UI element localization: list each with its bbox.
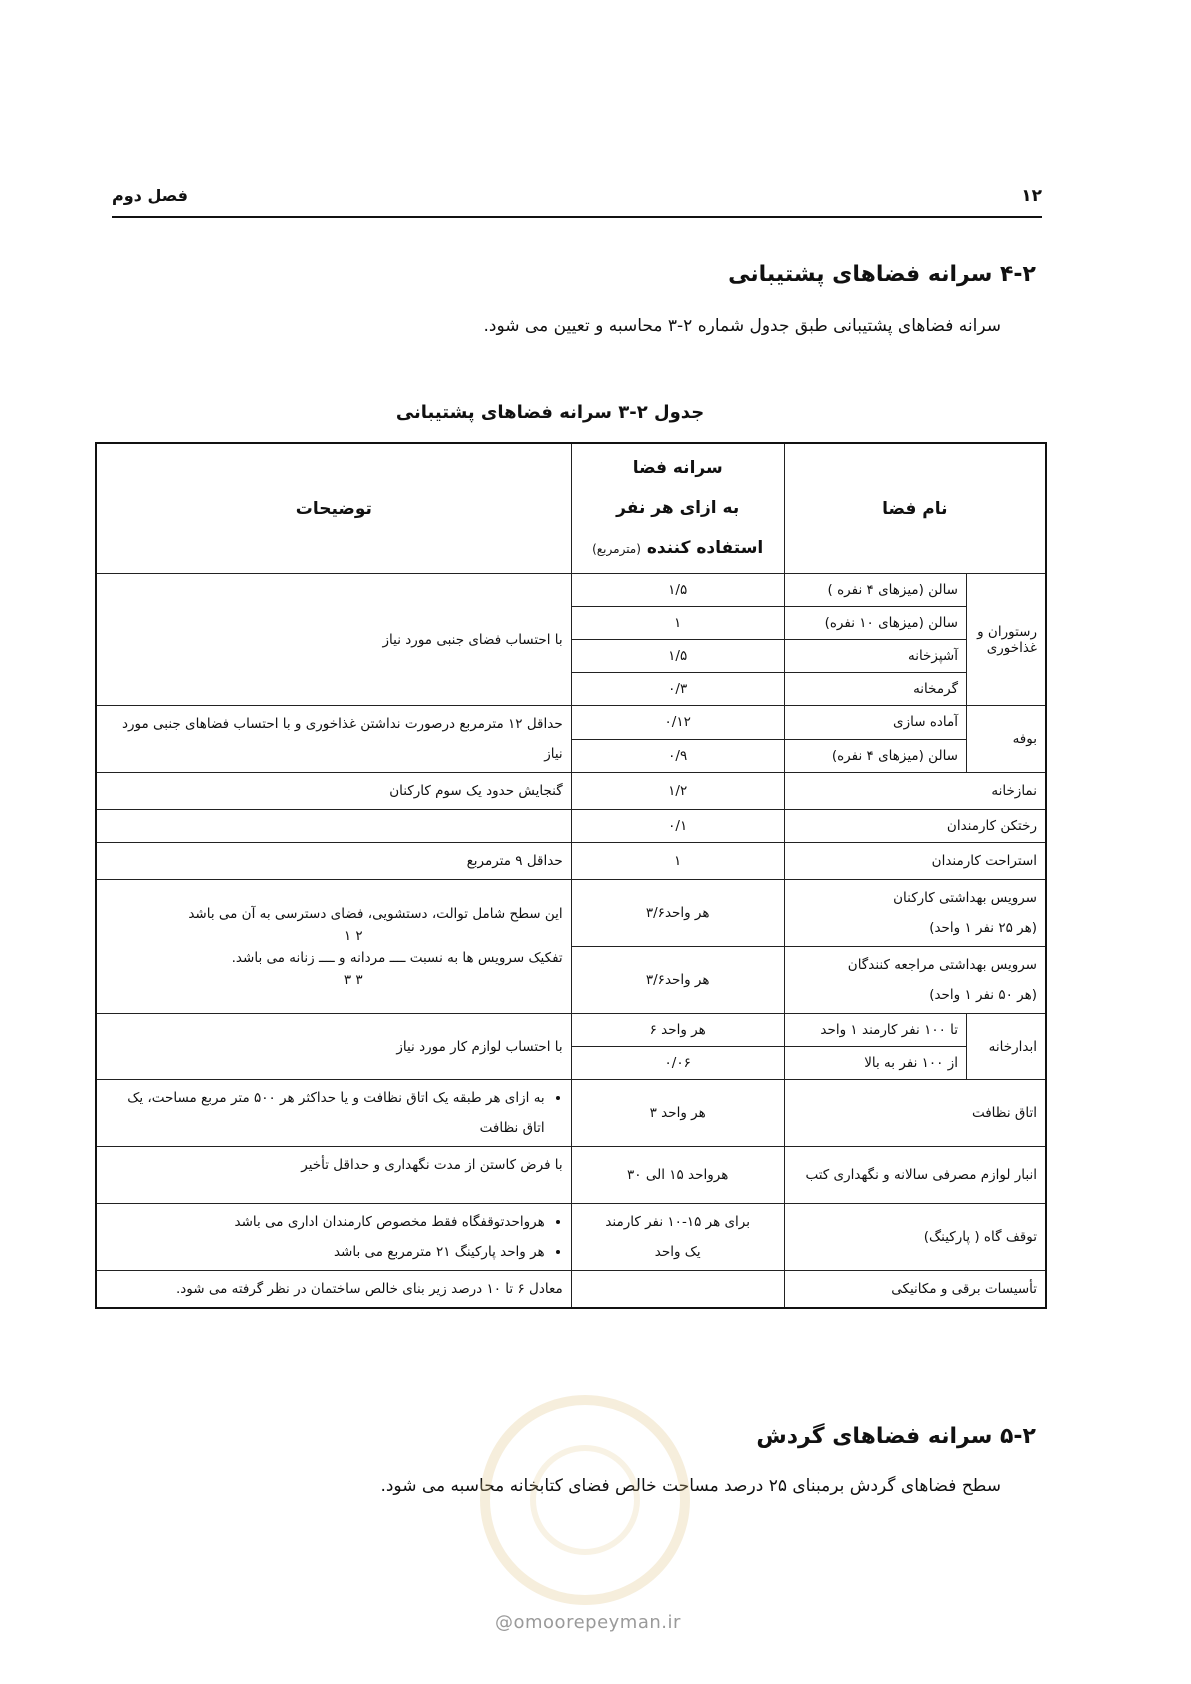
note-parking-list — [105, 1207, 563, 1267]
row-value: ۰/۹ — [571, 739, 784, 773]
row-value-wc-visitors: هر واحد۳/۶ — [571, 947, 784, 1014]
note-cleaning — [96, 1080, 571, 1147]
note-prayer: گنجایش حدود یک سوم کارکنان — [96, 773, 571, 810]
row-name-rest: استراحت کارمندان — [784, 843, 1046, 880]
row-value: ۱/۵ — [571, 640, 784, 673]
page-number: ۱۲ — [1021, 186, 1042, 206]
row-name-mechanical: تأسیسات برقی و مکانیکی — [784, 1271, 1046, 1309]
chapter-title: فصل دوم — [112, 186, 188, 205]
table-row — [96, 706, 1046, 740]
row-value: ۱/۵ — [571, 574, 784, 607]
row-name: آشپزخانه — [784, 640, 966, 673]
row-name: تا ۱۰۰ نفر کارمند ۱ واحد — [784, 1014, 966, 1047]
note-buffet: حداقل ۱۲ مترمربع درصورت نداشتن غذاخوری و با احتساب فضاهای جنبی مورد نیاز — [96, 706, 571, 773]
row-value-supplies: هرواحد ۱۵ الی ۳۰ — [571, 1147, 784, 1204]
table-caption: جدول ۲-۳ سرانه فضاهای پشتیبانی — [395, 402, 705, 423]
row-value-mechanical-empty — [571, 1271, 784, 1309]
row-name: سالن (میزهای ۴ نفره) — [784, 739, 966, 773]
note-parking-item: • هرواحدتوقفگاه فقط مخصوص کارمندان اداری می باشد — [105, 1207, 545, 1237]
note-mechanical: معادل ۶ تا ۱۰ درصد زیر بنای خالص ساختمان در نظر گرفته می شود. — [96, 1271, 571, 1309]
group-restaurant: رستوران و غذاخوری — [967, 574, 1047, 706]
table-header-row — [96, 443, 1046, 574]
table-row — [96, 574, 1046, 607]
row-value-wc-staff: هر واحد۳/۶ — [571, 880, 784, 947]
support-spaces-table — [95, 442, 1047, 1309]
table-row — [96, 843, 1046, 880]
row-value: ۱ — [571, 607, 784, 640]
row-name-wc-visitors — [784, 947, 1046, 1014]
row-value: هر واحد ۶ — [571, 1014, 784, 1047]
note-cleaning-list — [105, 1083, 563, 1143]
wc-note-line2: تفکیک سرویس ها به نسبت ــــ مردانه و ــــ زنانه می باشد. — [231, 949, 563, 966]
row-value-cleaning: هر واحد ۳ — [571, 1080, 784, 1147]
note-cleaning-item: • به ازای هر طبقه یک اتاق نظافت و یا حداکثر هر ۵۰۰ متر مربع مساحت، یک اتاق نظافت — [105, 1083, 545, 1143]
wc-visitors-sub: (هر ۵۰ نفر ۱ واحد) — [929, 987, 1037, 1003]
parking-value-line2: یک واحد — [654, 1244, 701, 1260]
row-name-locker: رختکن کارمندان — [784, 810, 1046, 843]
table-row — [96, 1147, 1046, 1204]
wc-staff-title: سرویس بهداشتی کارکنان — [893, 890, 1037, 906]
header-per-line3-text: استفاده کننده — [646, 538, 764, 558]
wc-note-line1: این سطح شامل توالت، دستشویی، فضای دسترسی به آن می باشد — [188, 905, 563, 922]
row-name: از ۱۰۰ نفر به بالا — [784, 1047, 966, 1080]
row-name-prayer: نمازخانه — [784, 773, 1046, 810]
watermark-seal-icon — [480, 1395, 690, 1605]
row-value-locker: ۰/۱ — [571, 810, 784, 843]
table-row — [96, 1271, 1046, 1309]
wc-note-line1-frac: ۲ ۱ — [343, 927, 363, 944]
row-name-cleaning: اتاق نظافت — [784, 1080, 1046, 1147]
table-row — [96, 880, 1046, 947]
header-per-line1: سرانه فضا — [632, 458, 723, 478]
section-heading-support: ۴-۲ سرانه فضاهای پشتیبانی — [728, 262, 1036, 287]
row-name: سالن (میزهای ۴ نفره ) — [784, 574, 966, 607]
table-row — [96, 1204, 1046, 1271]
row-value-prayer: ۱/۲ — [571, 773, 784, 810]
row-value-rest: ۱ — [571, 843, 784, 880]
header-per-unit: (مترمربع) — [592, 542, 641, 556]
row-name-supplies: انبار لوازم مصرفی سالانه و نگهداری کتب — [784, 1147, 1046, 1204]
note-supplies: با فرض کاستن از مدت نگهداری و حداقل تأخیر — [96, 1147, 571, 1204]
page-header — [112, 186, 1042, 218]
row-name: گرمخانه — [784, 673, 966, 706]
table-row — [96, 810, 1046, 843]
row-value: ۰/۱۲ — [571, 706, 784, 740]
row-name-wc-staff — [784, 880, 1046, 947]
watermark-site: @omoorepeyman.ir — [495, 1612, 681, 1633]
table-row — [96, 773, 1046, 810]
header-notes: توضیحات — [96, 443, 571, 574]
section-body-support: سرانه فضاهای پشتیبانی طبق جدول شماره ۲-۳ محاسبه و تعیین می شود. — [483, 316, 1001, 336]
header-per-line3 — [578, 528, 778, 569]
parking-value-line1: برای هر ۱۵-۱۰ نفر کارمند — [605, 1214, 751, 1230]
group-storage: ابدارخانه — [967, 1014, 1047, 1080]
section-body-circulation: سطح فضاهای گردش برمبنای ۲۵ درصد مساحت خالص فضای کتابخانه محاسبه می شود. — [380, 1476, 1001, 1496]
row-value-parking — [571, 1204, 784, 1271]
header-per-capita — [571, 443, 784, 574]
row-name: سالن (میزهای ۱۰ نفره) — [784, 607, 966, 640]
header-space-name: نام فضا — [784, 443, 1046, 574]
wc-staff-sub: (هر ۲۵ نفر ۱ واحد) — [929, 920, 1037, 936]
wc-visitors-title: سرویس بهداشتی مراجعه کنندگان — [847, 957, 1037, 973]
row-name: آماده سازی — [784, 706, 966, 740]
table-row — [96, 1080, 1046, 1147]
note-restaurant: با احتساب فضای جنبی مورد نیاز — [96, 574, 571, 706]
section-heading-circulation: ۵-۲ سرانه فضاهای گردش — [756, 1424, 1036, 1449]
table-row — [96, 1014, 1046, 1047]
note-rest: حداقل ۹ مترمربع — [96, 843, 571, 880]
row-value: ۰/۰۶ — [571, 1047, 784, 1080]
row-value: ۰/۳ — [571, 673, 784, 706]
note-parking — [96, 1204, 571, 1271]
header-per-line2: به ازای هر نفر — [616, 498, 740, 518]
group-buffet: بوفه — [967, 706, 1047, 773]
row-name-parking: توقف گاه ( پارکینگ) — [784, 1204, 1046, 1271]
note-parking-item: • هر واحد پارکینگ ۲۱ مترمربع می باشد — [105, 1237, 545, 1267]
note-locker-empty — [96, 810, 571, 843]
note-storage: با احتساب لوازم کار مورد نیاز — [96, 1014, 571, 1080]
note-wc — [96, 880, 571, 1014]
wc-note-line2-frac: ۳ ۳ — [343, 971, 363, 988]
